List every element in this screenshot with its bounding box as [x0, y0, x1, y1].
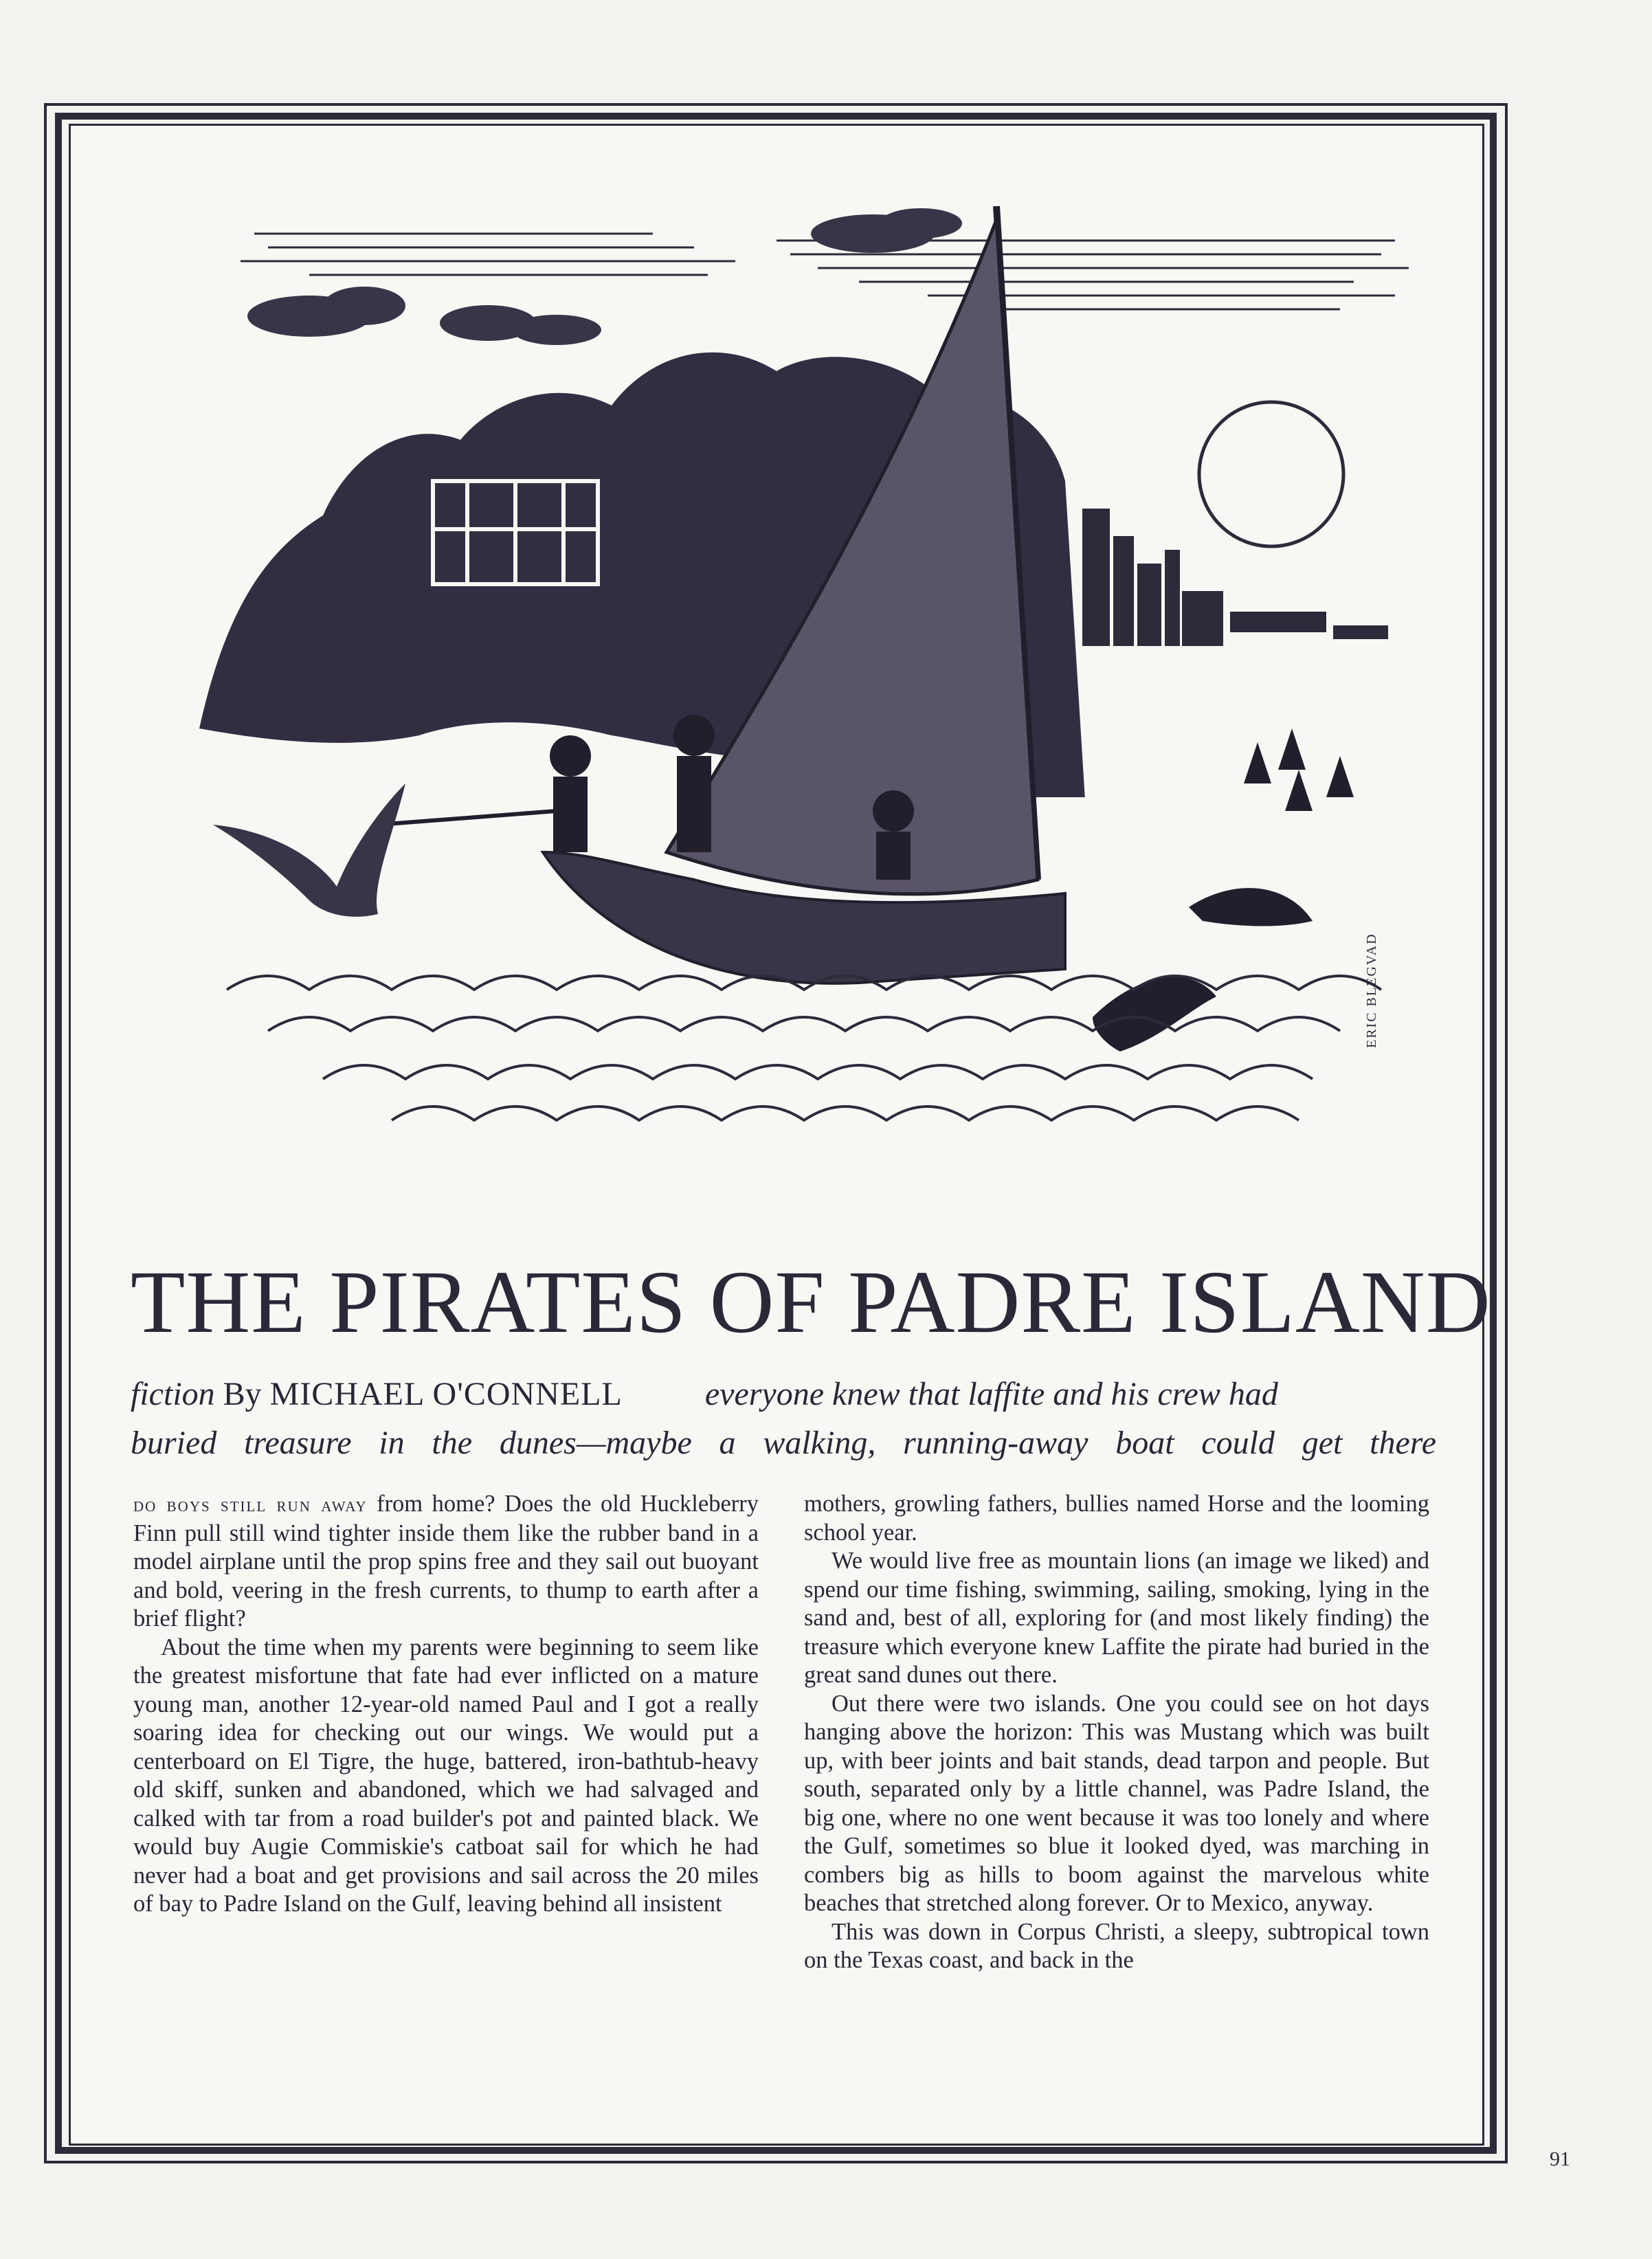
- kicker: fiction: [131, 1376, 215, 1412]
- sailboat-illustration: [172, 192, 1422, 1182]
- paragraph-text: from home? Does the old Huckleberry Finn pull still wind tighter inside them like the rubber band in a model airplane until the prop spins free and they sail out buoyant and bold, veering in the fresh currents, to thump to earth after a brief flight?: [133, 1491, 759, 1632]
- deck-line-2: buried treasure in the dunes—maybe a walking, running-away boat could get there: [131, 1425, 1436, 1461]
- paragraph: [133, 1490, 759, 1634]
- article-column-2: [804, 1490, 1429, 1975]
- article-title: THE PIRATES OF PADRE ISLAND: [131, 1253, 1491, 1352]
- paragraph: This was down in Corpus Christi, a sleepy, subtropical town on the Texas coast, and back in the: [804, 1918, 1429, 1973]
- deck-line-1: everyone knew that laffite and his crew had: [704, 1376, 1278, 1412]
- paragraph: We would live free as mountain lions (an image we liked) and spend our time fishing, swimming, sailing, smoking, lying in the sand and, best of all, exploring for (and most likely finding) the treasure which everyone knew Laffite the pirate had buried in the great sand dunes out there.: [804, 1548, 1429, 1688]
- paragraph: mothers, growling fathers, bullies named Horse and the looming school year.: [804, 1491, 1429, 1546]
- byline-prefix: By: [223, 1376, 262, 1412]
- article-column-1: [133, 1490, 759, 1919]
- lead-in: do boys still run away: [133, 1493, 368, 1516]
- clouds: [247, 208, 962, 345]
- moon: [1199, 402, 1343, 546]
- byline: [131, 1371, 1436, 1418]
- page-number: 91: [1550, 2148, 1570, 2170]
- paragraph: About the time when my parents were beginning to seem like the greatest misfortune that fate had ever inflicted on a mature young man, another 12-year-old named Paul and I got a really soaring idea for checking out our wings. We would put a centerboard on El Tigre, the huge, battered, iron-bathtub-heavy old skiff, sunken and abandoned, which we had salvaged and calked with tar from a road builder's pot and painted black. We would buy Augie Commiskie's catboat sail for which he had never had a boat and get provisions and sail across the 20 miles of bay to Padre Island on the Gulf, leaving behind all insistent: [133, 1634, 759, 1917]
- paragraph: Out there were two islands. One you could see on hot days hanging above the horizon: This was Mustang which was built up, with beer joints and bait stands, dead tarpon and people. But south, separated only by a little channel, was Padre Island, the big one, where no one went because it was too lonely and where the Gulf, sometimes so blue it looked dyed, was marching in combers big as hills to boom against the marvelous white beaches that stretched along forever. Or to Mexico, anyway.: [804, 1690, 1429, 1916]
- author-name: MICHAEL O'CONNELL: [269, 1376, 623, 1412]
- artist-signature: ERIC BLEGVAD: [1364, 933, 1379, 1048]
